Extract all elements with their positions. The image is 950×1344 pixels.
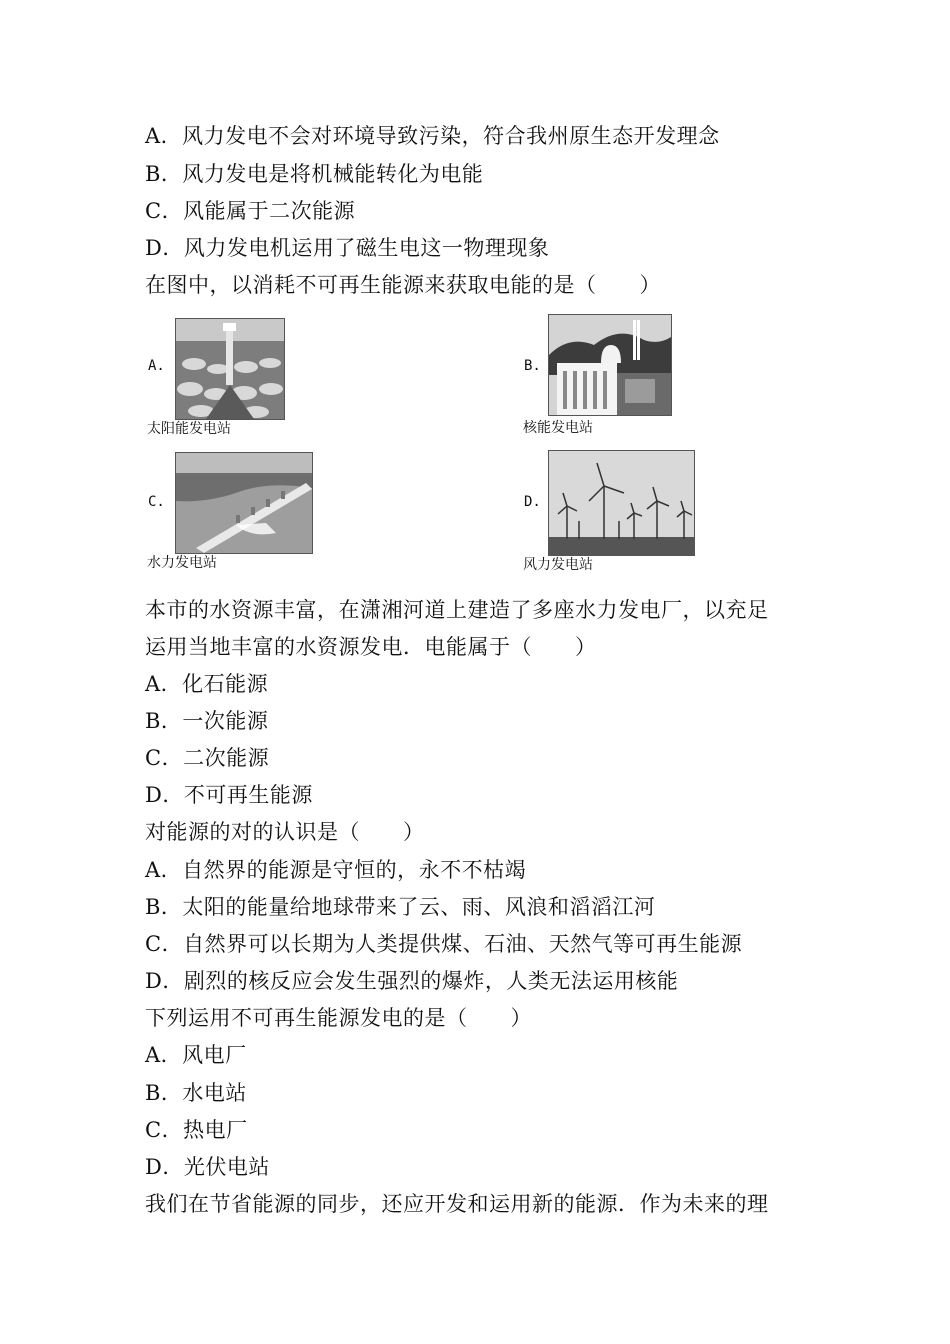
q4-option-c: C．热电厂 <box>145 1118 248 1142</box>
q4-option-a: A．风电厂 <box>145 1043 247 1067</box>
q0-option-a: A．风力发电不会对环境导致污染，符合我州原生态开发理念 <box>145 124 720 148</box>
q2-option-c: C．二次能源 <box>145 746 270 770</box>
q3-option-a: A．自然界的能源是守恒的，永不不枯竭 <box>145 858 527 882</box>
q2-stem-line1: 本市的水资源丰富，在潇湘河道上建造了多座水力发电厂，以充足 <box>145 598 769 622</box>
figure-b-caption: 核能发电站 <box>523 420 593 436</box>
q3-option-d: D．剧烈的核反应会发生强烈的爆炸，人类无法运用核能 <box>145 969 679 993</box>
q5-stem: 我们在节省能源的同步，还应开发和运用新的能源．作为未来的理 <box>145 1192 769 1216</box>
q3-option-c: C．自然界可以长期为人类提供煤、石油、天然气等可再生能源 <box>145 932 743 956</box>
figure-d-caption: 风力发电站 <box>523 557 593 573</box>
q2-option-a: A．化石能源 <box>145 672 269 696</box>
figure-c-letter: C. <box>148 494 165 510</box>
figure-c-caption: 水力发电站 <box>147 555 217 571</box>
q1-stem: 在图中，以消耗不可再生能源来获取电能的是（ ） <box>145 273 661 297</box>
q4-stem: 下列运用不可再生能源发电的是（ ） <box>145 1006 532 1030</box>
figure-b-letter: B. <box>524 358 541 374</box>
hydro-plant-photo-icon <box>175 452 313 554</box>
q0-option-d: D．风力发电机运用了磁生电这一物理现象 <box>145 236 550 260</box>
q0-option-b: B．风力发电是将机械能转化为电能 <box>145 162 484 186</box>
q4-option-d: D．光伏电站 <box>145 1155 270 1179</box>
q3-option-b: B．太阳的能量给地球带来了云、雨、风浪和滔滔江河 <box>145 895 656 919</box>
nuclear-plant-photo-icon <box>548 314 672 416</box>
figure-a-caption: 太阳能发电站 <box>147 421 231 437</box>
q2-option-b: B．一次能源 <box>145 709 269 733</box>
q0-option-c: C．风能属于二次能源 <box>145 199 356 223</box>
solar-plant-photo-icon <box>175 318 285 420</box>
wind-farm-photo-icon <box>548 450 695 556</box>
figure-a-letter: A. <box>148 358 165 374</box>
q2-stem-line2: 运用当地丰富的水资源发电．电能属于（ ） <box>145 635 597 659</box>
q2-option-d: D．不可再生能源 <box>145 783 313 807</box>
figure-d-letter: D. <box>524 494 541 510</box>
q3-stem: 对能源的对的认识是（ ） <box>145 820 425 844</box>
q4-option-b: B．水电站 <box>145 1081 247 1105</box>
